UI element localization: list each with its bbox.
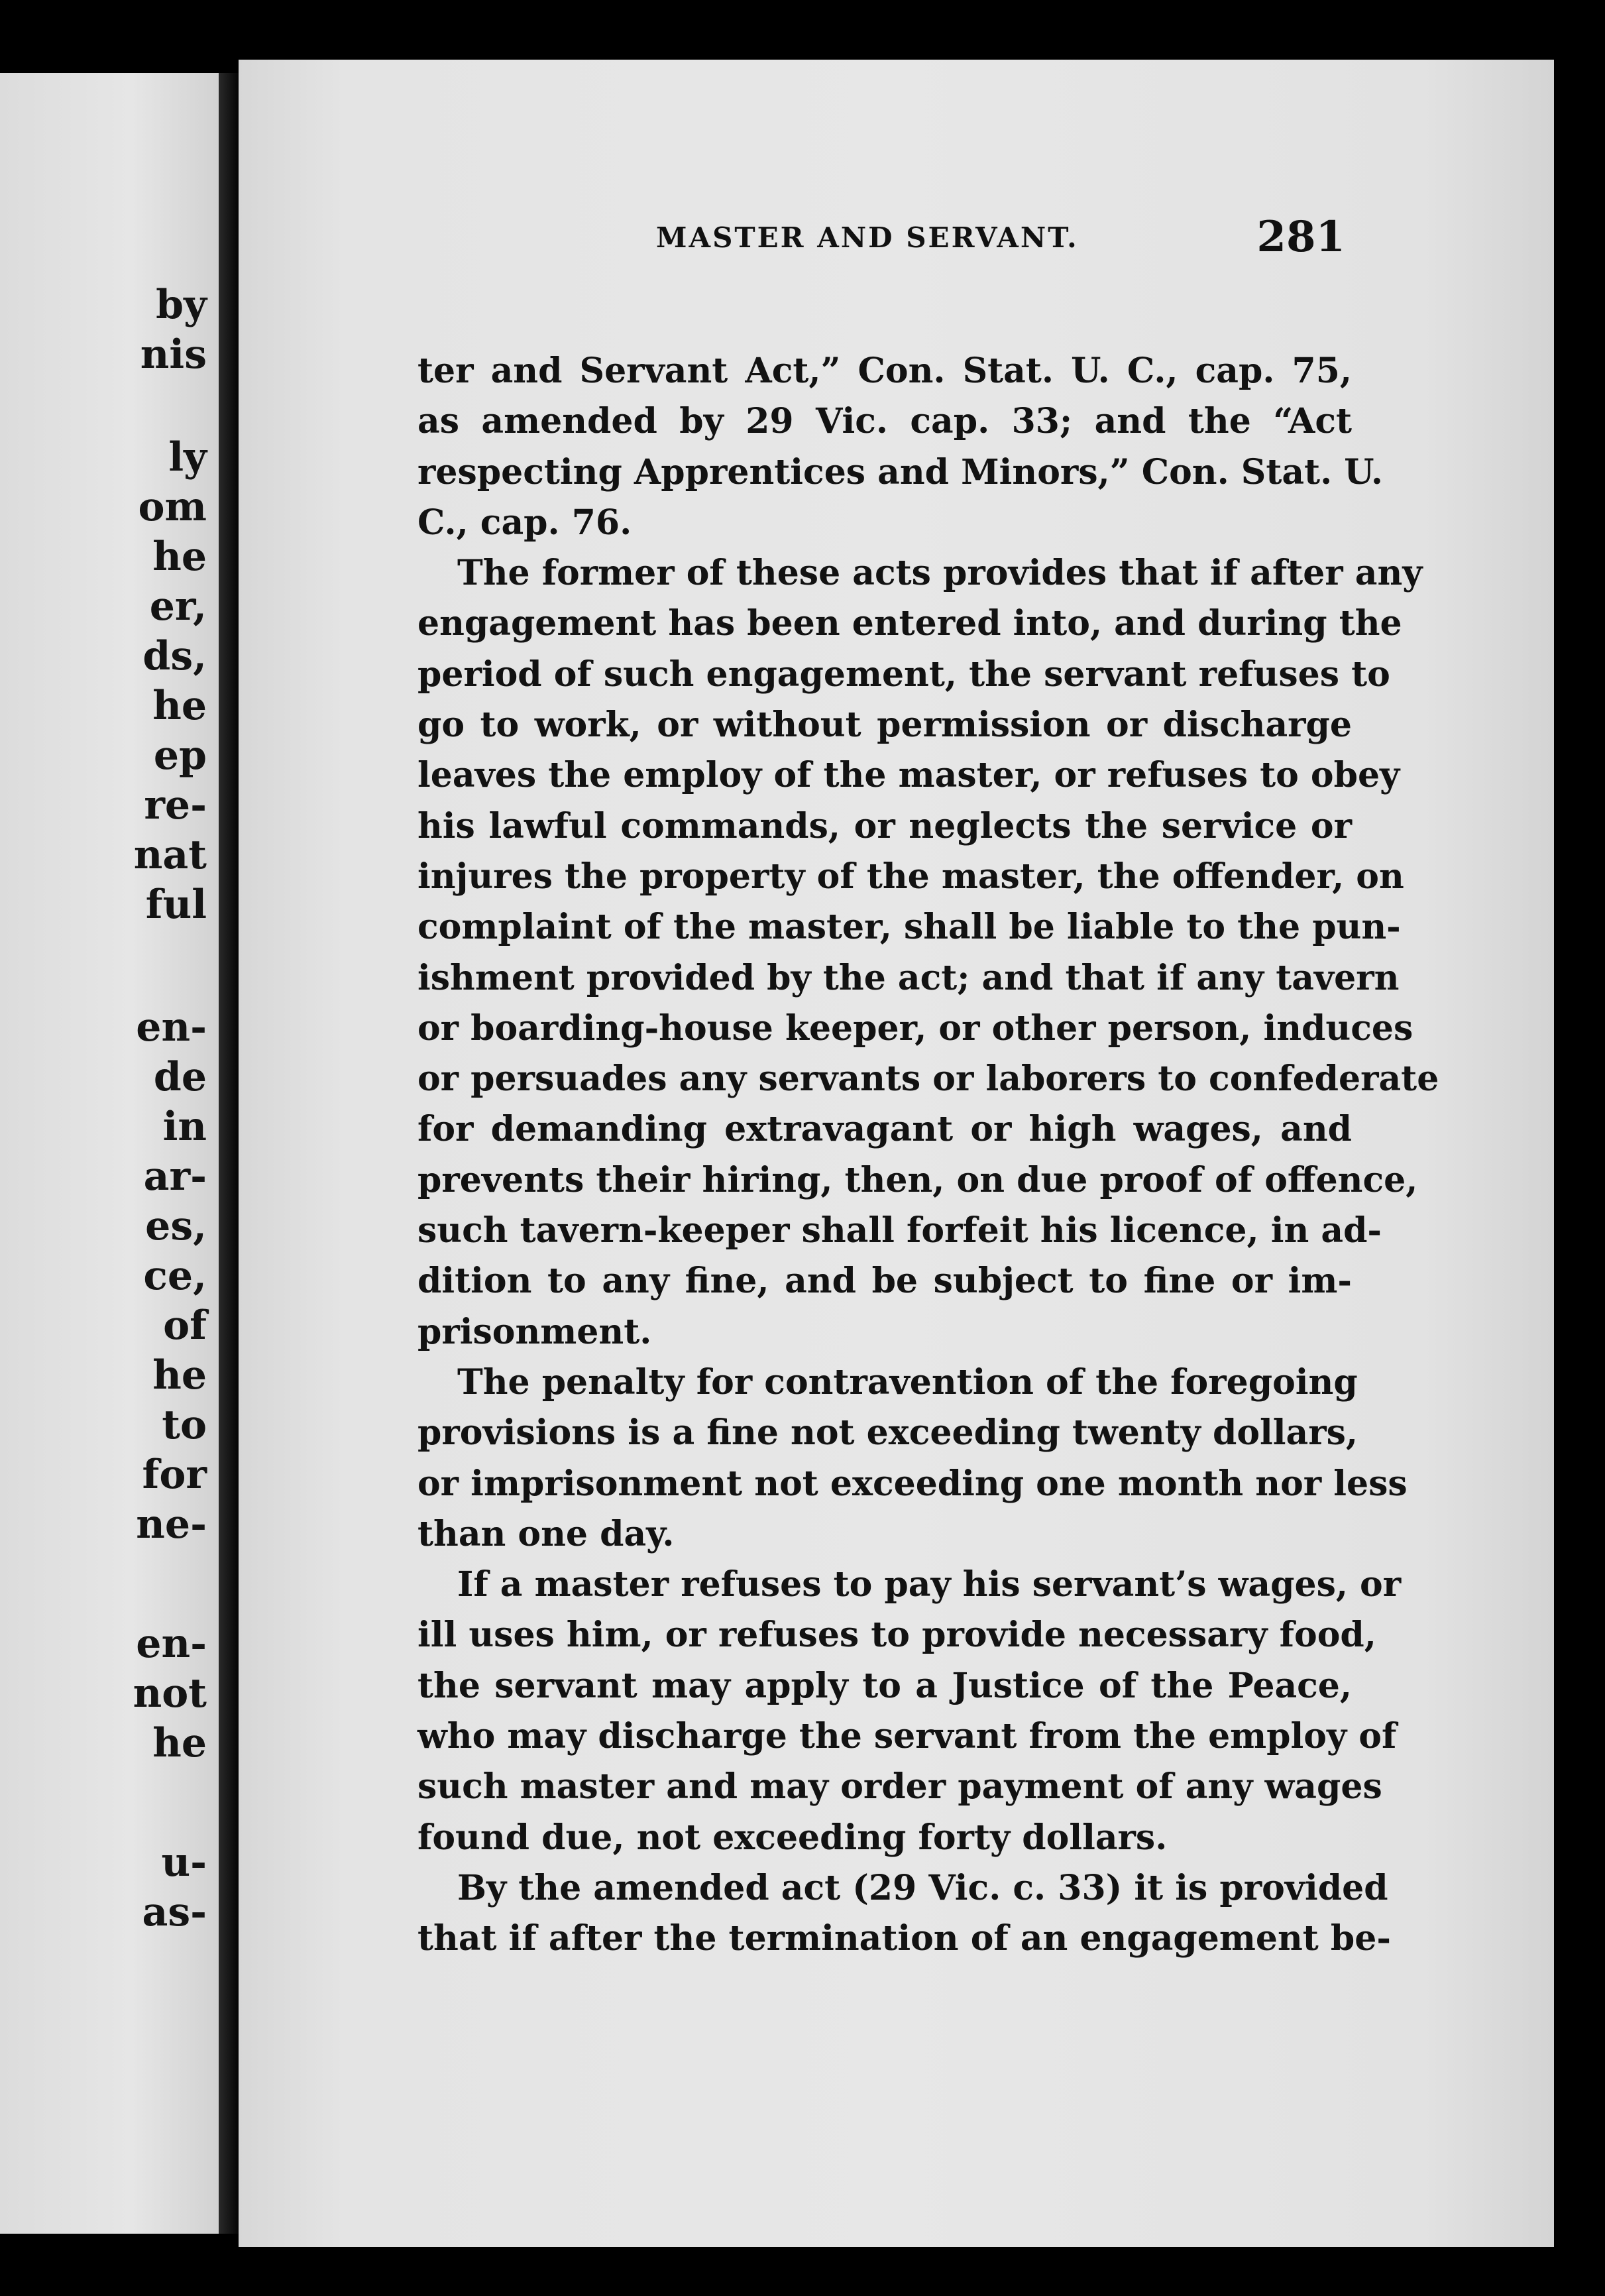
text-line: go to work, or without permission or discharge [417,705,1352,746]
text-line: provisions is a fine not exceeding twenty dollars, [417,1412,1358,1454]
text-line: or persuades any servants or laborers to confederate [417,1059,1439,1100]
text-line: dition to any fine, and be subject to fine or im- [417,1261,1352,1302]
text-line: The former of these acts provides that if after any [457,553,1423,594]
left-page-fragment: ly [168,434,207,481]
left-page-fragment: by [156,282,207,328]
left-page-fragment: en- [136,1621,207,1667]
left-page-fragment: ar- [143,1153,207,1200]
text-line: complaint of the master, shall be liable to the pun- [417,907,1401,948]
text-line: If a master refuses to pay his servant’s wages, or [457,1564,1402,1605]
text-line: period of such engagement, the servant refuses to [417,654,1390,695]
left-page-fragment: nis [140,331,207,378]
running-head [424,212,1345,265]
left-page-fragment: not [133,1670,207,1717]
text-line: such tavern-keeper shall forfeit his licence, in ad- [417,1210,1382,1251]
paragraph [417,1357,1408,1560]
left-page-fragment: he [152,683,207,729]
paragraph [417,1560,1402,1863]
text-line: or boarding-house keeper, or other person, induces [417,1007,1413,1049]
left-page-fragment: as- [142,1889,207,1935]
left-page-fragment: ne- [136,1501,207,1548]
text-line: for demanding extravagant or high wages, and [417,1109,1352,1150]
paragraph [417,1863,1391,1965]
paragraph [417,548,1439,1357]
page-number: 281 [1256,212,1345,262]
text-line: The penalty for contravention of the foregoing [457,1361,1358,1403]
text-line: his lawful commands, or neglects the service or [417,805,1352,846]
left-page-fragment: for [142,1452,207,1498]
text-line: leaves the employ of the master, or refuses to obey [417,755,1400,796]
text-line: that if after the termination of an engagement be- [417,1918,1391,1959]
left-page-fragment: nat [133,832,207,878]
left-page-fragment: ful [145,882,207,928]
left-page-fragment: om [138,484,207,530]
text-line: injures the property of the master, the offender, on [417,856,1404,897]
text-line: ter and Servant Act,” Con. Stat. U. C., cap. 75, [417,351,1352,391]
left-facing-page [0,73,219,2234]
left-page-fragment: ce, [143,1253,207,1299]
paragraph [417,346,1383,548]
text-line: the servant may apply to a Justice of the Peace, [417,1665,1352,1706]
left-page-fragment: he [152,1352,207,1399]
left-page-fragment: er, [149,583,207,630]
left-page-fragment: u- [161,1839,207,1886]
text-line: as amended by 29 Vic. cap. 33; and the “Act [417,401,1352,442]
text-line: respecting Apprentices and Minors,” Con. Stat. U. [417,451,1383,492]
left-page-fragment: to [162,1402,207,1448]
left-page-fragment: he [152,534,207,580]
text-line: than one day. [417,1513,675,1554]
text-line: ill uses him, or refuses to provide necessary food, [417,1615,1376,1656]
running-title: MASTER AND SERVANT. [656,221,1079,254]
left-page-fragment: en- [136,1004,207,1051]
left-page-fragment: he [152,1720,207,1766]
text-line: who may discharge the servant from the employ of [417,1716,1397,1757]
text-line: prevents their hiring, then, on due proof of offence, [417,1159,1418,1200]
text-line: found due, not exceeding forty dollars. [417,1817,1168,1858]
text-line: prisonment. [417,1311,652,1352]
left-page-fragment: es, [145,1203,207,1249]
left-page-fragment: re- [144,782,207,829]
text-line: By the amended act (29 Vic. c. 33) it is provided [457,1867,1388,1908]
book-gutter [219,73,239,2234]
left-page-line-endings [0,73,219,2234]
text-line: C., cap. 76. [417,502,632,543]
text-line: such master and may order payment of any wages [417,1766,1382,1808]
left-page-fragment: in [162,1104,207,1150]
left-page-fragment: ep [153,732,207,779]
left-page-fragment: de [153,1054,207,1100]
left-page-fragment: of [163,1302,207,1349]
text-line: ishment provided by the act; and that if any tavern [417,957,1400,998]
body-text [417,346,1439,1965]
left-page-fragment: ds, [142,633,207,679]
text-line: engagement has been entered into, and during the [417,603,1402,644]
text-line: or imprisonment not exceeding one month nor less [417,1463,1408,1504]
